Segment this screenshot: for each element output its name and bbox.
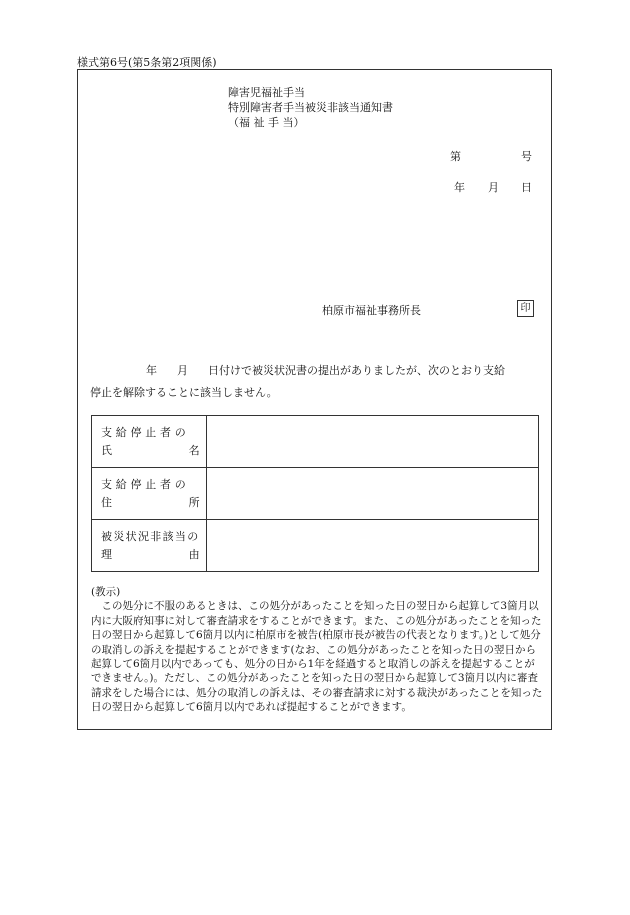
document-frame: [77, 69, 552, 730]
info-table: [91, 415, 539, 572]
intro-month-label: 月: [177, 364, 188, 377]
label-cell-address: 支給停止者の 住 所: [92, 468, 207, 520]
label-cell-name: 支給停止者の 氏 名: [92, 416, 207, 468]
appeal-notice: [91, 585, 543, 715]
address-field[interactable]: [206, 468, 538, 520]
issuer-name: 柏原市福祉事務所長: [322, 304, 421, 317]
name-field[interactable]: [206, 416, 538, 468]
intro-text-1: 日付けで被災状況書の提出がありましたが、次のとおり支給: [208, 364, 505, 377]
number-suffix: 号: [521, 150, 532, 163]
table-row: [92, 468, 539, 520]
table-row: [92, 520, 539, 572]
date-year-label: 年: [454, 181, 465, 194]
notice-heading: (教示): [91, 586, 121, 598]
number-prefix: 第: [450, 150, 461, 163]
form-number: 様式第6号(第5条第2項関係): [77, 56, 217, 69]
notice-body: この処分に不服のあるときは、この処分があったことを知った日の翌日から起算して3箇月以内に大阪府知事に対して審査請求をすることができます。また、この処分があったことを知った日の翌日から起算して6箇月以内に柏原市を被告(柏原市長が被告の代表となります。)として処分の取消しの訴えを提起することができます(なお、この処分があったことを知った日の翌日から起算して6箇月以内であっても、処分の日から1年を経過すると取消しの訴えを提起することができません。)。ただし、この処分があったことを知った日の翌日から起算して3箇月以内に審査請求をした場合には、処分の取消しの訴えは、その審査請求に対する裁決があったことを知った日の翌日から起算して6箇月以内であれば提起することができます。: [91, 600, 543, 714]
reason-field[interactable]: [206, 520, 538, 572]
intro-text-2: 停止を解除することに該当しません。: [90, 386, 278, 399]
date-day-label: 日: [521, 181, 532, 194]
intro-year-label: 年: [146, 364, 157, 377]
title-line-2: 特別障害者手当被災非該当通知書: [228, 101, 393, 114]
document-title: [228, 85, 393, 130]
title-line-3: （福 祉 手 当）: [228, 116, 305, 129]
seal-mark: 印: [517, 300, 534, 317]
title-line-1: 障害児福祉手当: [228, 86, 305, 99]
table-row: [92, 416, 539, 468]
intro-paragraph: [90, 360, 542, 404]
label-cell-reason: 被災状況非該当の 理 由: [92, 520, 207, 572]
date-month-label: 月: [488, 181, 499, 194]
